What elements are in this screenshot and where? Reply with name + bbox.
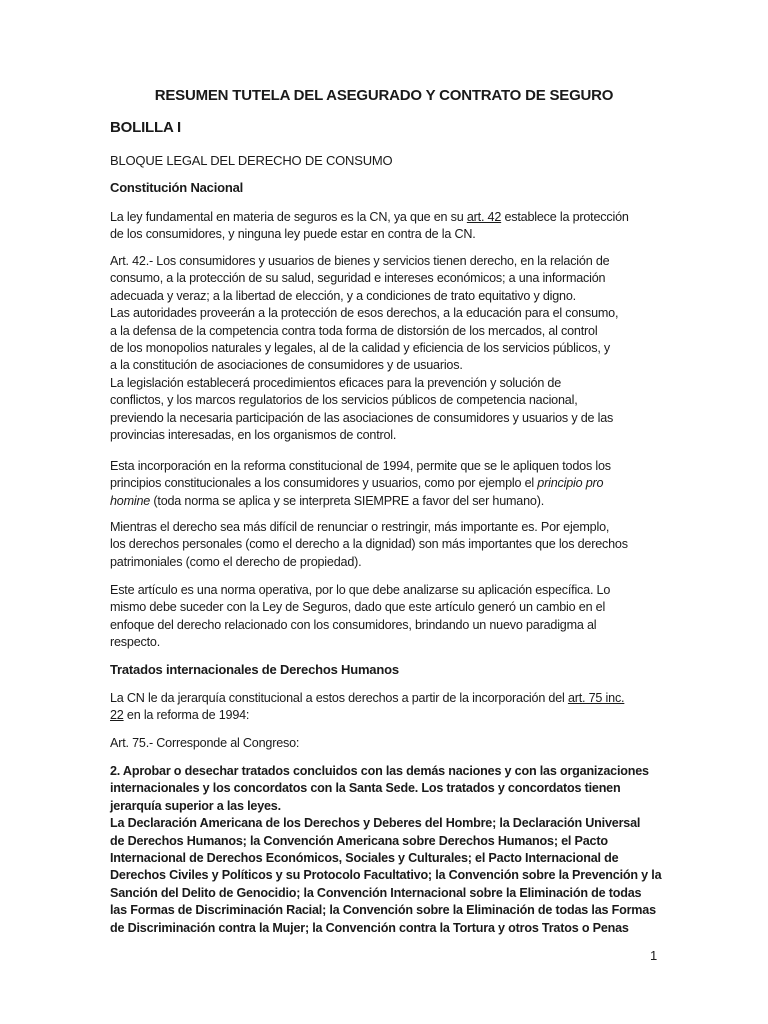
text-segment: en la reforma de 1994: — [123, 708, 250, 723]
article-75-line: Derechos Civiles y Políticos y su Protocolo Facultativo; la Convención sobre la Prevención y la — [110, 868, 662, 883]
text-segment: La CN le da jerarquía constitucional a estos derechos a partir de la incorporación del — [110, 691, 568, 705]
paragraph-line: Mientras el derecho sea más difícil de renunciar o restringir, más importante es. Por ejemplo, — [110, 520, 610, 534]
paragraph-line: mismo debe suceder con la Ley de Seguros, dado que este artículo generó un cambio en el — [110, 600, 606, 615]
paragraph-line: enfoque del derecho relacionado con los consumidores, brindando un nuevo paradigma al — [110, 617, 597, 632]
article-75-line: La Declaración Americana de los Derechos y Deberes del Hombre; la Declaración Universal — [110, 816, 641, 831]
paragraph-line: Esta incorporación en la reforma constitucional de 1994, permite que se le apliquen todos los — [110, 459, 611, 473]
article-42-line: a la constitución de asociaciones de consumidores y de usuarios. — [110, 358, 463, 373]
text-segment: establece la protección — [501, 210, 629, 224]
article-75-line: internacionales y los concordatos con la Santa Sede. Los tratados y concordatos tienen — [110, 781, 621, 796]
page-number: 1 — [650, 948, 658, 963]
article-42-line: de los monopolios naturales y legales, al de la calidad y eficiencia de los servicios públicos, y — [110, 341, 611, 356]
paragraph-line — [110, 690, 670, 707]
paragraph-line — [110, 493, 670, 510]
link-art-75[interactable]: art. 75 inc. — [567, 691, 625, 705]
article-42-line: Art. 42.- Los consumidores y usuarios de bienes y servicios tienen derecho, en la relación de — [110, 254, 610, 268]
article-42-line: Las autoridades proveerán a la protección de esos derechos, a la educación para el consumo, — [110, 306, 619, 321]
text-segment: La ley fundamental en materia de seguros es la CN, ya que en su — [110, 210, 467, 224]
article-42-line: La legislación establecerá procedimientos eficaces para la prevención y solución de — [110, 375, 562, 390]
paragraph-intro-line-1 — [110, 209, 670, 226]
paragraph-line: los derechos personales (como el derecho a la dignidad) son más importantes que los derechos — [110, 537, 628, 552]
heading-bolilla: BOLILLA I — [110, 119, 181, 136]
italic-term: homine — [110, 493, 151, 508]
paragraph-line — [110, 707, 670, 724]
article-42-line: provincias interesadas, en los organismos de control. — [110, 428, 397, 443]
paragraph-intro-line-2: de los consumidores, y ninguna ley puede estar en contra de la CN. — [110, 227, 476, 242]
paragraph-line — [110, 475, 670, 492]
article-75-heading: Art. 75.- Corresponde al Congreso: — [110, 736, 300, 750]
article-42-line: previendo la necesaria participación de las asociaciones de consumidores y usuarios y de las — [110, 410, 614, 425]
text-segment: (toda norma se aplica y se interpreta SIEMPRE a favor del ser humano). — [150, 493, 544, 508]
text-segment: principios constitucionales a los consumidores y usuarios, como por ejemplo el — [110, 476, 538, 491]
article-75-line: las Formas de Discriminación Racial; la Convención sobre la Eliminación de todas las Formas — [110, 903, 656, 918]
italic-term: principio pro — [537, 476, 604, 491]
article-75-line: Internacional de Derechos Económicos, Sociales y Culturales; el Pacto Internacional de — [110, 851, 619, 866]
article-42-line: consumo, a la protección de su salud, seguridad e intereses económicos; a una información — [110, 271, 606, 286]
paragraph-line: respecto. — [110, 635, 161, 650]
article-42-line: adecuada y veraz; a la libertad de elección, y a condiciones de trato equitativo y digno. — [110, 288, 576, 303]
article-75-line: 2. Aprobar o desechar tratados concluidos con las demás naciones y con las organizaciones — [110, 764, 649, 778]
article-75-line: jerarquía superior a las leyes. — [110, 798, 281, 813]
article-42-line: a la defensa de la competencia contra toda forma de distorsión de los mercados, al control — [110, 323, 598, 338]
heading-constitucion-nacional: Constitución Nacional — [110, 180, 244, 195]
link-art-42[interactable]: art. 42 — [466, 210, 502, 224]
paragraph-norma-operativa — [110, 582, 670, 652]
paragraph-intro — [110, 209, 670, 244]
paragraph-jerarquia — [110, 690, 670, 725]
link-inc-22[interactable]: 22 — [110, 708, 124, 723]
paragraph-incorporacion — [110, 458, 670, 510]
article-42-quote — [110, 253, 670, 444]
heading-tratados-internacionales: Tratados internacionales de Derechos Humanos — [110, 662, 399, 677]
article-75-line: de Discriminación contra la Mujer; la Convención contra la Tortura y otros Tratos o Penas — [110, 920, 629, 935]
article-75-quote — [110, 763, 670, 937]
paragraph-derechos-personales — [110, 519, 670, 571]
article-75-line: de Derechos Humanos; la Convención Americana sobre Derechos Humanos; el Pacto — [110, 833, 608, 848]
article-42-line: conflictos, y los marcos regulatorios de los servicios públicos de competencia nacional, — [110, 393, 578, 408]
paragraph-line: patrimoniales (como el derecho de propiedad). — [110, 554, 362, 569]
paragraph-line: Este artículo es una norma operativa, por lo que debe analizarse su aplicación específica. Lo — [110, 583, 611, 597]
heading-bloque-legal: BLOQUE LEGAL DEL DERECHO DE CONSUMO — [110, 153, 393, 168]
document-title: RESUMEN TUTELA DEL ASEGURADO Y CONTRATO DE SEGURO — [154, 87, 614, 104]
article-75-line: Sanción del Delito de Genocidio; la Convención Internacional sobre la Eliminación de todas — [110, 885, 642, 900]
